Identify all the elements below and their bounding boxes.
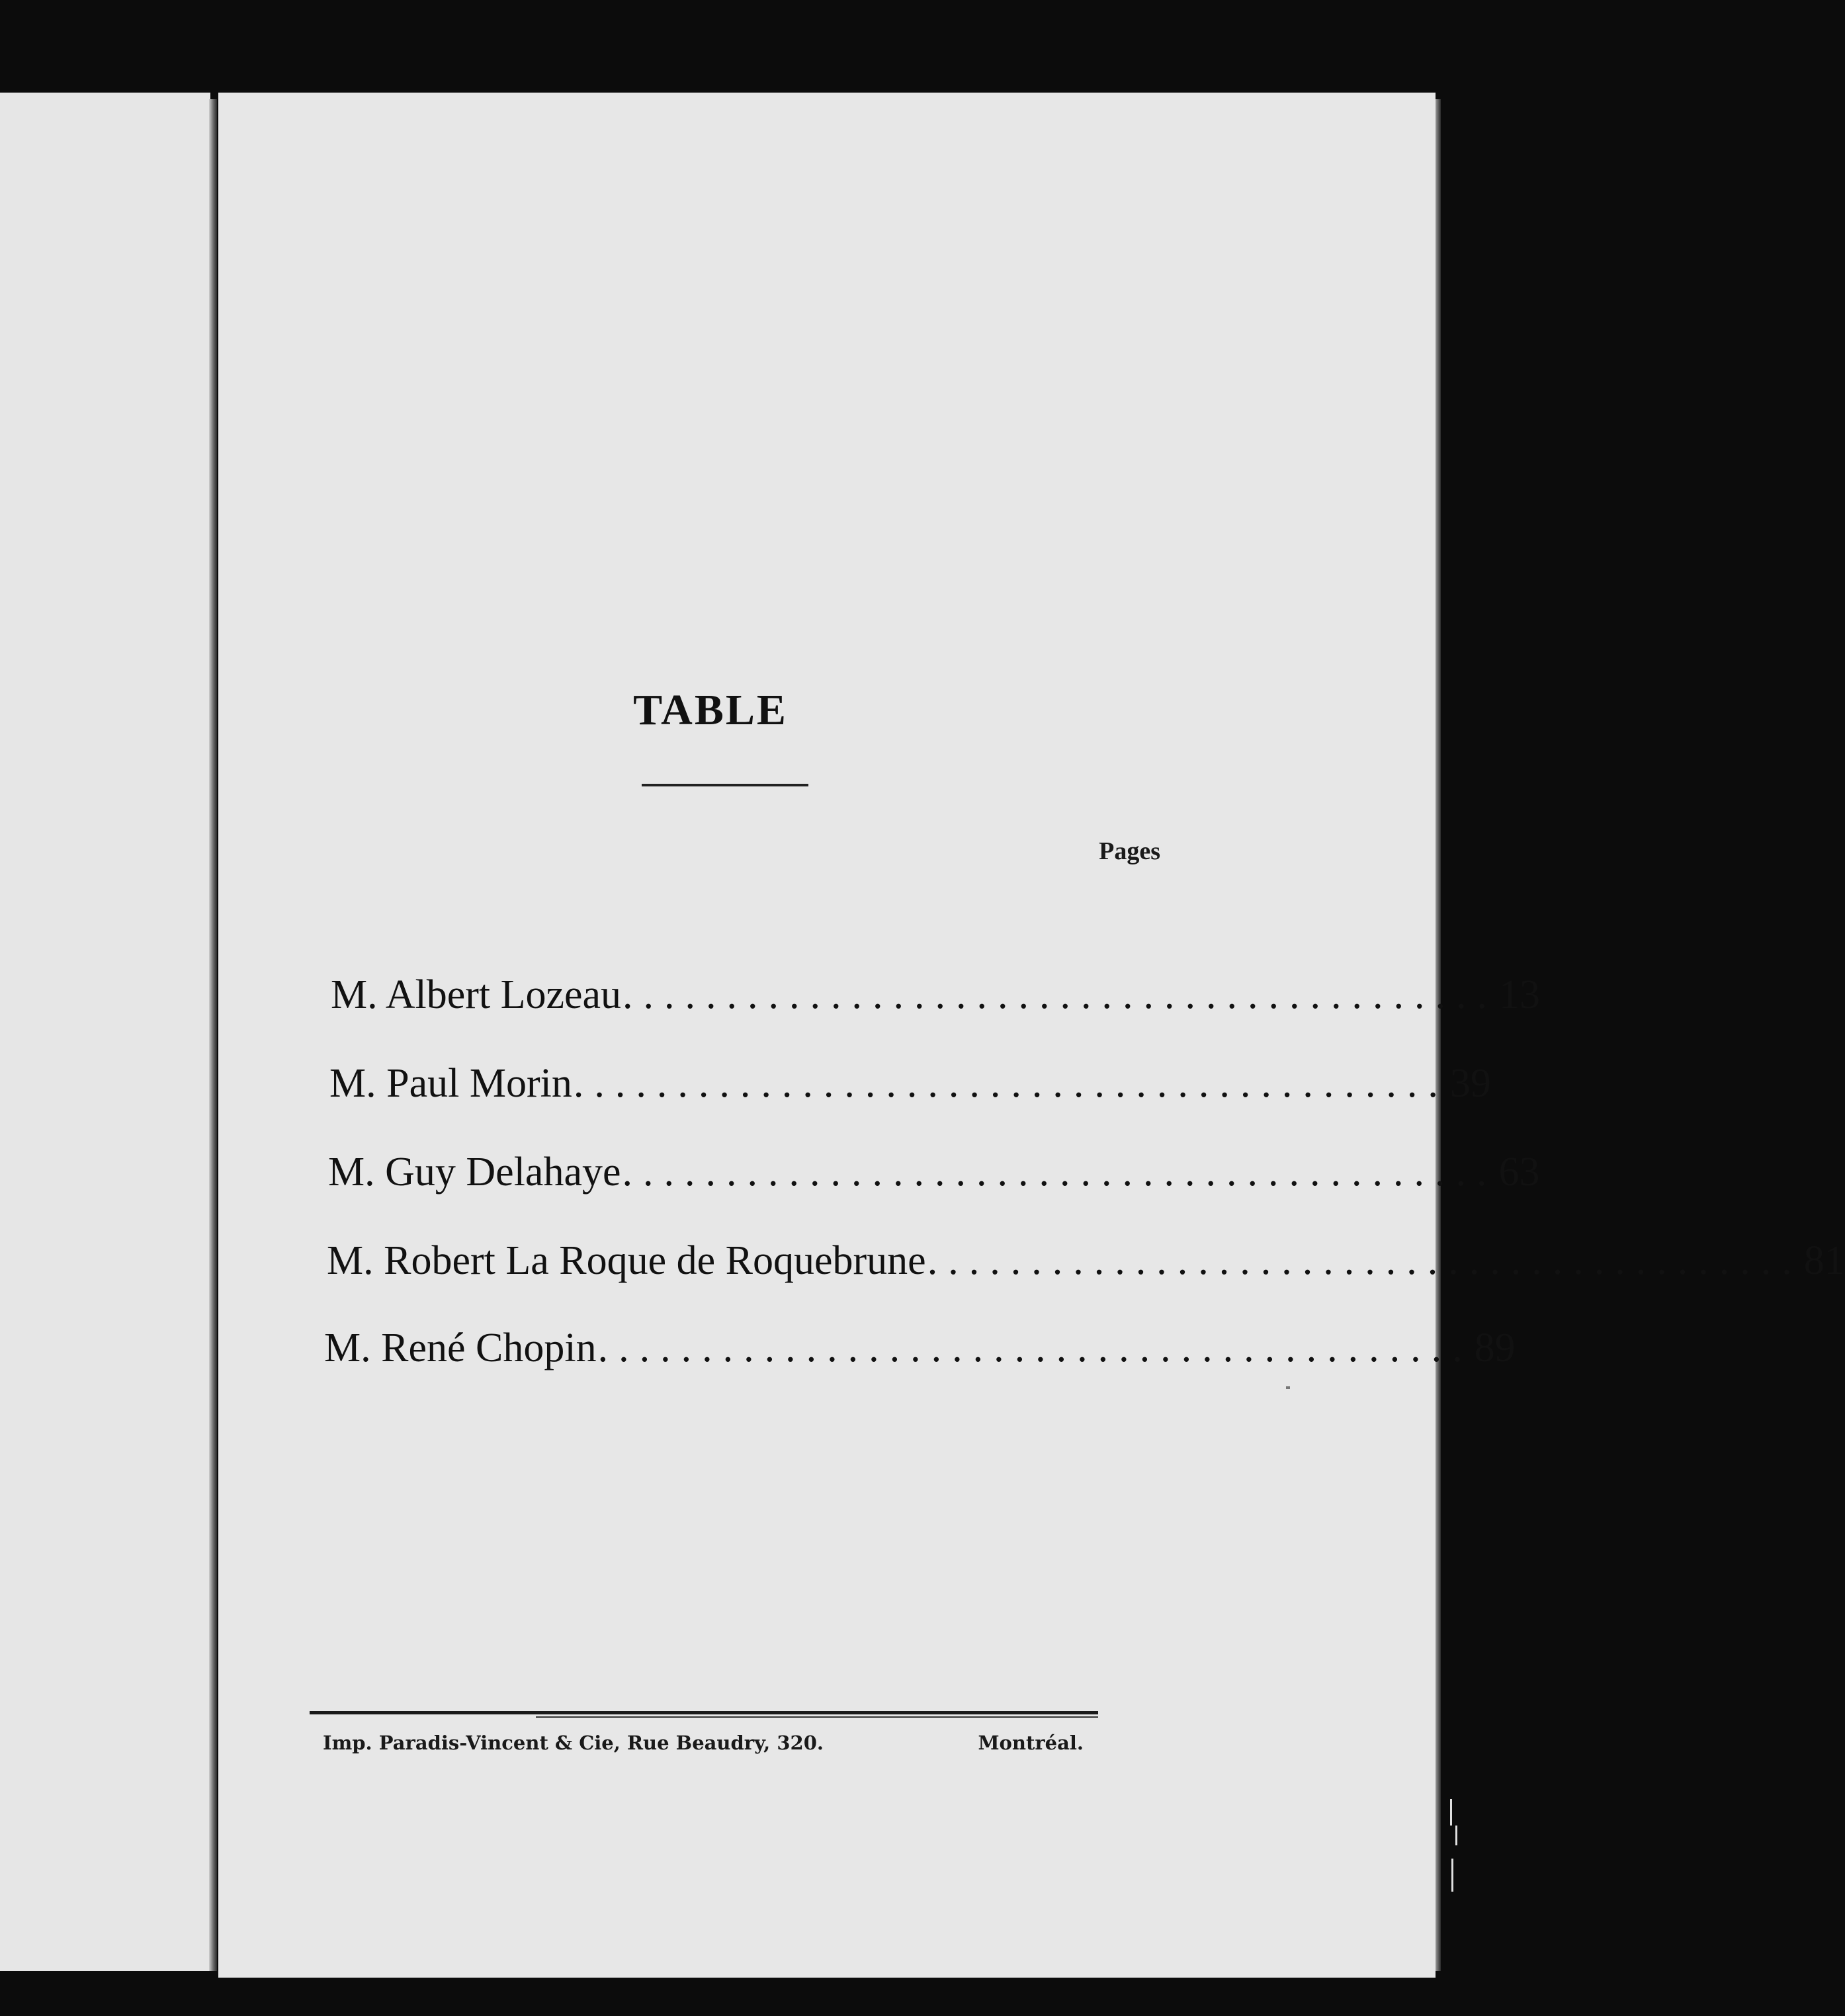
toc-leader-dots: .......................................... xyxy=(622,1150,1498,1195)
toc-entry xyxy=(327,1232,1845,1284)
scan-speck xyxy=(1286,1386,1290,1389)
toc-leader-dots: .......................................... xyxy=(597,1325,1473,1370)
toc-leader-dots: .......................................... xyxy=(622,972,1498,1017)
imprint-text: Imp. Paradis-Vincent & Cie, Rue Beaudry, 320. xyxy=(323,1732,824,1754)
facing-page xyxy=(0,93,210,1971)
printer-imprint xyxy=(323,1732,1097,1754)
toc-entry-page: 81 xyxy=(1803,1238,1845,1283)
toc-entry xyxy=(328,1143,1540,1196)
toc-entry-page: 63 xyxy=(1498,1150,1540,1195)
toc-entry-name: M. Guy Delahaye xyxy=(328,1150,621,1195)
book-page xyxy=(218,93,1845,1978)
toc-entry-name: M. René Chopin xyxy=(324,1325,597,1370)
pages-column-label: Pages xyxy=(1099,837,1160,865)
toc-entry-name: M. Robert La Roque de Roquebrune xyxy=(327,1238,926,1283)
scan-edge-marks xyxy=(1446,1786,1466,1918)
footer-rule xyxy=(310,1711,1098,1714)
toc-entry-page: 89 xyxy=(1474,1325,1516,1370)
toc-entry xyxy=(324,1319,1516,1372)
toc-entry xyxy=(331,966,1541,1019)
toc-entry-page: 39 xyxy=(1449,1061,1491,1106)
toc-leader-dots: .......................................... xyxy=(927,1238,1803,1283)
toc-entry xyxy=(329,1054,1491,1107)
toc-entry-name: M. Paul Morin xyxy=(329,1061,572,1106)
toc-entry-name: M. Albert Lozeau xyxy=(331,972,622,1017)
toc-entry-page: 13 xyxy=(1499,972,1541,1017)
footer-rule-thin xyxy=(536,1716,1098,1718)
title-rule xyxy=(642,784,808,786)
page-title: TABLE xyxy=(633,686,788,734)
toc-leader-dots: .......................................... xyxy=(573,1061,1449,1106)
page-edge-right xyxy=(1436,99,1441,1971)
imprint-city: Montréal. xyxy=(978,1732,1084,1754)
gutter-shadow xyxy=(209,99,217,1971)
